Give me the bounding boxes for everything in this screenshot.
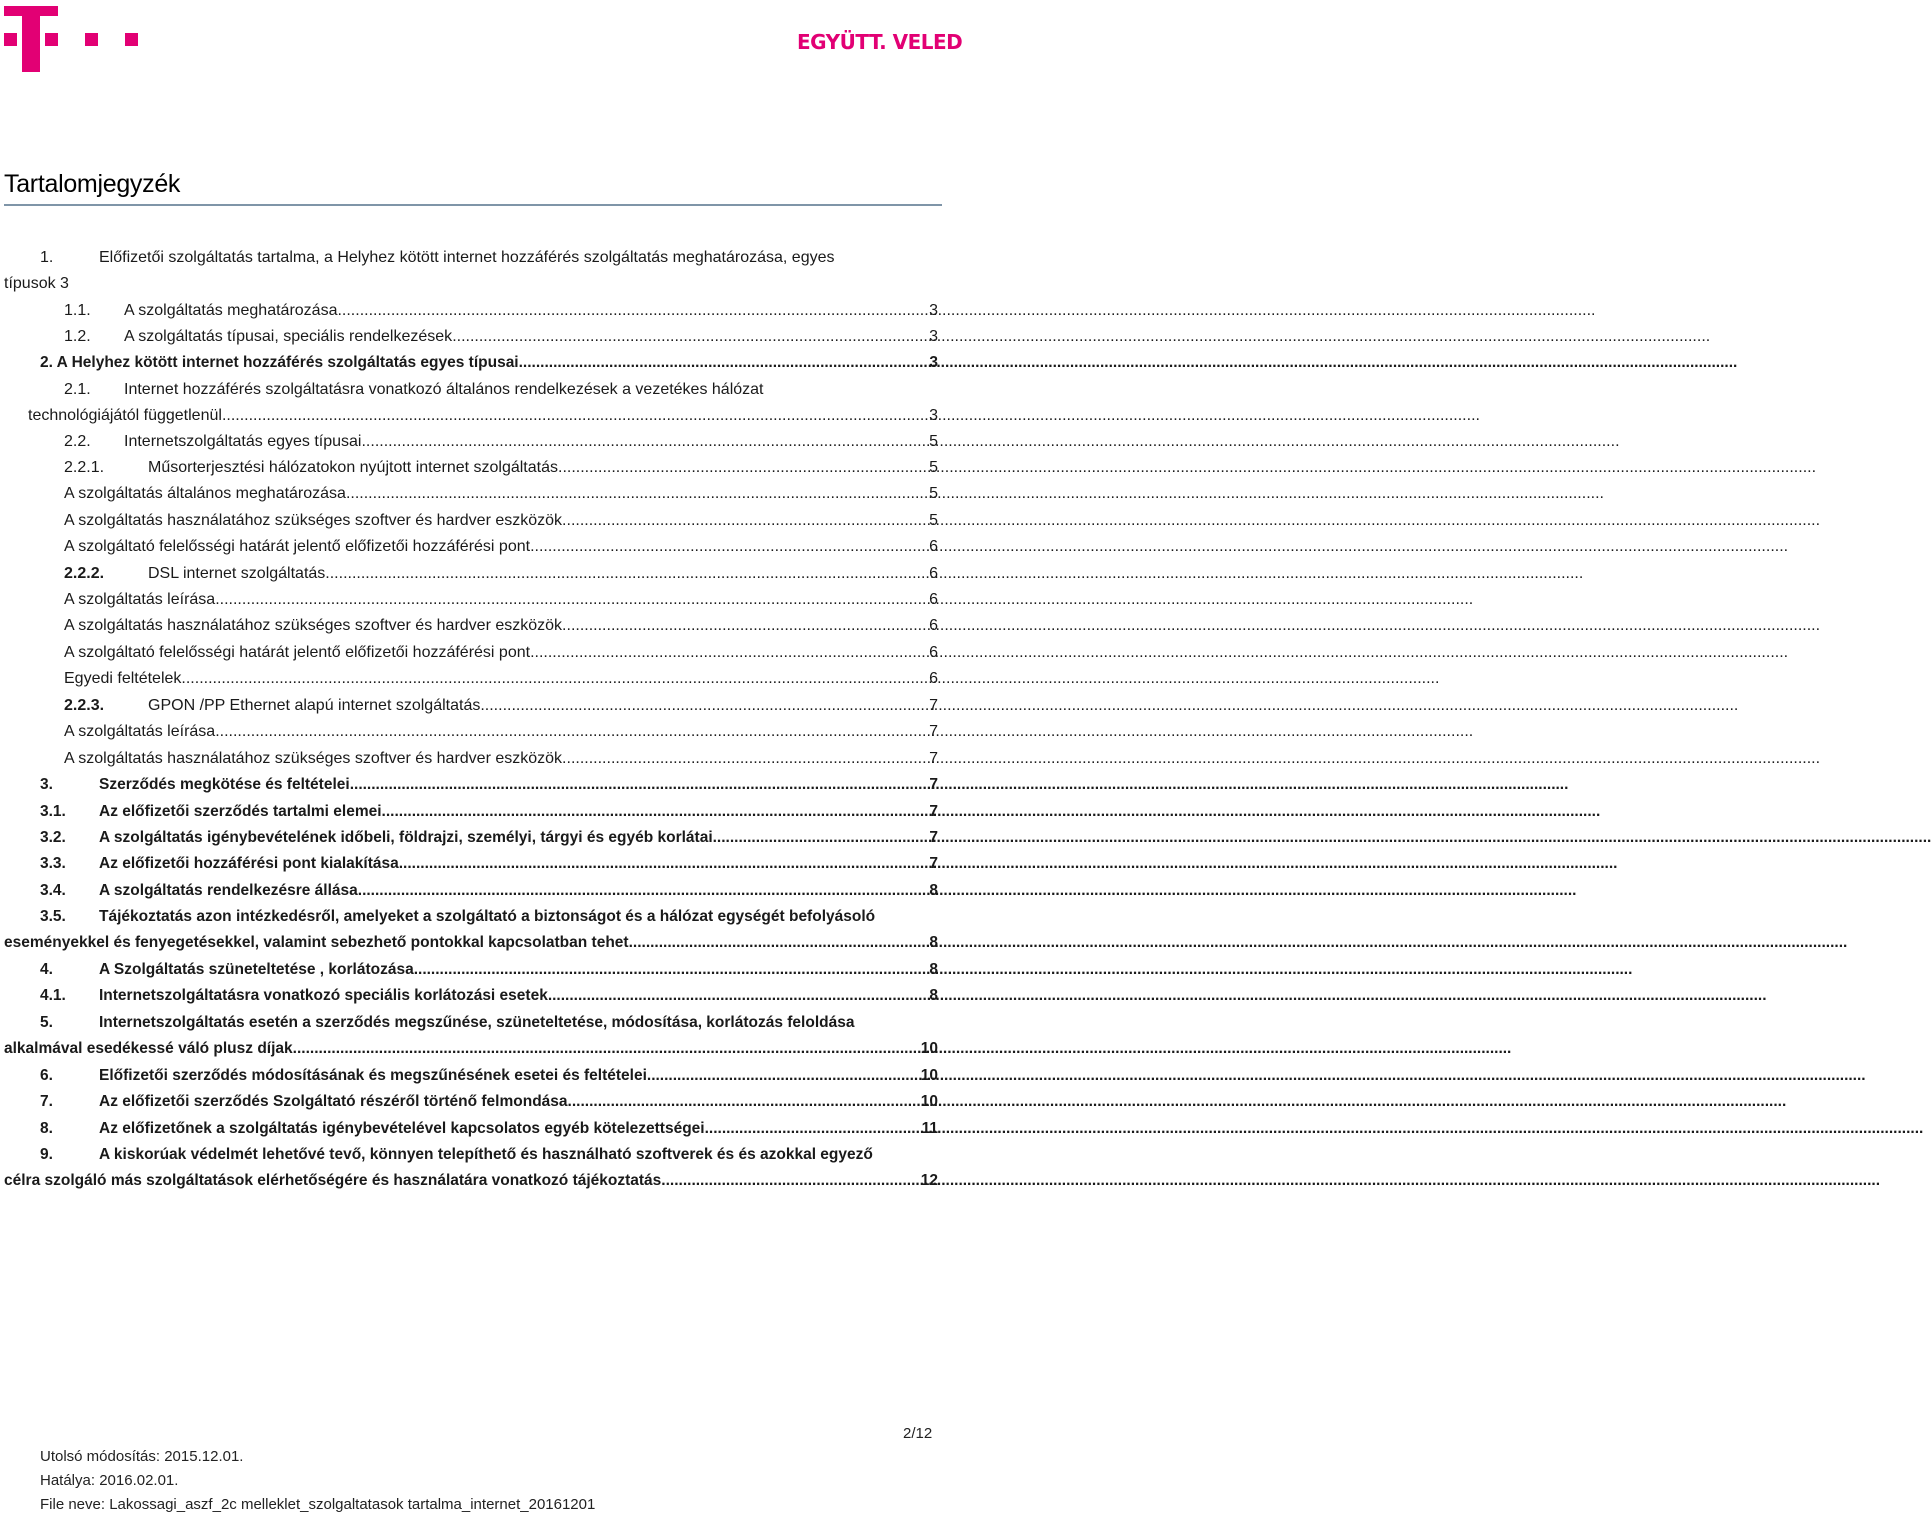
toc-leader-dots <box>558 456 925 480</box>
toc-leader-dots <box>215 588 925 612</box>
toc-page-number: 11 <box>921 1120 938 1137</box>
toc-page-number: 5 <box>929 433 938 450</box>
toc-leader-dots <box>647 1064 917 1088</box>
toc-entry-number: 3. <box>40 776 53 793</box>
toc-entry-number: 2.1. <box>64 381 91 398</box>
toc-entry-text: Internetszolgáltatás egyes típusai <box>124 433 362 450</box>
toc-entry-number: 3.5. <box>40 908 66 925</box>
toc-page-number: 5 <box>929 512 938 529</box>
toc-entry-text: alkalmával esedékessé váló plusz díjak <box>4 1040 293 1057</box>
toc-leader-dots <box>414 958 926 982</box>
toc-entry[interactable] <box>64 509 938 533</box>
toc-entry-number: 2.2.1. <box>64 459 105 476</box>
toc-entry-text: Internetszolgáltatásra vonatkozó speciális korlátozási esetek <box>99 987 548 1004</box>
toc-entry[interactable] <box>40 800 938 824</box>
footer-effective-date: Hatálya: 2016.02.01. <box>40 1472 179 1489</box>
toc-entry-text: Egyedi feltételek <box>64 670 182 687</box>
toc-entry-number: 2.2. <box>64 433 91 450</box>
toc-entry-number: 8. <box>40 1120 53 1137</box>
toc-page-number: 7 <box>929 776 938 793</box>
toc-page-number: 8 <box>929 882 938 899</box>
toc-page-number: 3 <box>929 302 938 319</box>
toc-entry[interactable] <box>64 299 938 323</box>
toc-page-number: 3 <box>929 354 938 371</box>
toc-entry-text: 2. A Helyhez kötött internet hozzáférés szolgáltatás egyes típusai <box>40 354 519 371</box>
toc-entry-number: 5. <box>40 1014 53 1031</box>
toc-entry-text[interactable]: A kiskorúak védelmét lehetővé tevő, könnyen telepíthető és használható szoftverek és és azokkal egyező <box>99 1146 873 1163</box>
toc-page-number: 6 <box>929 617 938 634</box>
toc-page-number: 10 <box>920 1040 938 1057</box>
toc-entry-text: A szolgáltatás leírása <box>64 723 216 740</box>
toc-entry-text: A szolgáltatás használatához szükséges szoftver és hardver eszközök <box>64 512 563 529</box>
toc-entry-text: A szolgáltatás leírása <box>64 591 216 608</box>
toc-leader-dots <box>568 1090 917 1114</box>
toc-entry[interactable] <box>40 351 938 375</box>
toc-leader-dots <box>452 325 925 349</box>
toc-entry-text: Az előfizetői szerződés Szolgáltató részéről történő felmondása <box>99 1093 568 1110</box>
toc-leader-dots <box>562 614 925 638</box>
toc-page-number: 12 <box>920 1172 938 1189</box>
toc-leader-dots <box>293 1037 917 1061</box>
toc-entry-number: 2.2.3. <box>64 697 105 714</box>
toc-page-number: 6 <box>929 644 938 661</box>
toc-entry-text: Műsorterjesztési hálózatokon nyújtott internet szolgáltatás <box>148 459 558 476</box>
toc-leader-dots <box>350 773 926 797</box>
toc-entry-text: A szolgáltatás általános meghatározása <box>64 485 346 502</box>
toc-entry-text: eseményekkel és fenyegetésekkel, valamint sebezhető pontokkal kapcsolatban tehet <box>4 934 629 951</box>
toc-entry-text: GPON /PP Ethernet alapú internet szolgáltatás <box>148 697 481 714</box>
toc-entry-text: A szolgáltatás típusai, speciális rendelkezések <box>124 328 453 345</box>
toc-entry[interactable] <box>40 852 938 876</box>
toc-leader-dots <box>346 482 925 506</box>
toc-entry[interactable] <box>64 562 938 586</box>
toc-page-number: 8 <box>929 987 938 1004</box>
toc-entry[interactable] <box>64 747 938 771</box>
toc-leader-dots <box>519 351 926 375</box>
footer-modified-date: Utolsó módosítás: 2015.12.01. <box>40 1448 244 1465</box>
toc-page-number: 7 <box>929 855 938 872</box>
toc-page-number: 6 <box>929 538 938 555</box>
toc-entry[interactable] <box>64 694 938 718</box>
toc-leader-dots <box>530 641 925 665</box>
toc-entry-text: A Szolgáltatás szüneteltetése , korlátozása <box>99 961 414 978</box>
toc-leader-dots <box>325 562 925 586</box>
toc-page-number: 10 <box>920 1093 938 1110</box>
toc-leader-dots <box>399 852 926 876</box>
toc-entry-text: A szolgáltatás használatához szükséges szoftver és hardver eszközök <box>64 750 563 767</box>
toc-entry-1-line2[interactable]: típusok 3 <box>4 275 69 292</box>
toc-title: Tartalomjegyzék <box>4 170 181 198</box>
toc-leader-dots <box>358 879 926 903</box>
toc-entry-text: A szolgáltató felelősségi határát jelentő előfizetői hozzáférési pont <box>64 538 531 555</box>
toc-page-number: 6 <box>929 565 938 582</box>
toc-leader-dots <box>337 299 925 323</box>
toc-page-number: 7 <box>929 697 938 714</box>
toc-entry[interactable] <box>64 614 938 638</box>
toc-entry-number: 1. <box>40 249 54 266</box>
toc-page-number: 7 <box>929 723 938 740</box>
toc-entry[interactable] <box>28 404 938 428</box>
toc-leader-dots <box>629 931 926 955</box>
brand-slogan: EGYÜTT. VELED <box>797 30 963 54</box>
toc-entry-text: A szolgáltatás használatához szükséges szoftver és hardver eszközök <box>64 617 563 634</box>
toc-page-number: 6 <box>929 670 938 687</box>
toc-entry-text[interactable]: Internetszolgáltatás esetén a szerződés megszűnése, szüneteltetése, módosítása, korlátozás feloldása <box>99 1014 855 1031</box>
toc-entry[interactable] <box>64 456 938 480</box>
toc-leader-dots <box>661 1169 916 1193</box>
toc-leader-dots <box>562 747 925 771</box>
toc-entry-text: Az előfizetőnek a szolgáltatás igénybevételével kapcsolatos egyéb kötelezettségei <box>99 1120 705 1137</box>
toc-entry-text: Előfizetői szerződés módosításának és megszűnésének esetei és feltételei <box>99 1067 647 1084</box>
toc-page-number: 8 <box>929 934 938 951</box>
toc-entry[interactable] <box>64 482 938 506</box>
toc-entry-text[interactable]: Tájékoztatás azon intézkedésről, amelyeket a szolgáltató a biztonságot és a hálózat egységét befolyásoló <box>99 908 876 925</box>
toc-entry-text[interactable]: Internet hozzáférés szolgáltatásra vonatkozó általános rendelkezések a vezetékes hálózat <box>124 381 764 398</box>
toc-entry-text: Az előfizetői hozzáférési pont kialakítása <box>99 855 399 872</box>
toc-entry[interactable] <box>40 773 938 797</box>
toc-entry-number: 4. <box>40 961 53 978</box>
toc-entry[interactable] <box>40 1064 938 1088</box>
toc-entry[interactable] <box>40 1117 938 1141</box>
toc-entry[interactable] <box>64 720 938 744</box>
toc-entry-1-line1[interactable]: Előfizetői szolgáltatás tartalma, a Helyhez kötött internet hozzáférés szolgáltatás meghatározása, egyes <box>99 249 835 266</box>
toc-entry-number: 4.1. <box>40 987 66 1004</box>
toc-leader-dots <box>480 694 925 718</box>
toc-entry-text: Az előfizetői szerződés tartalmi elemei <box>99 803 382 820</box>
toc-entry[interactable] <box>40 826 938 850</box>
toc-page-number: 3 <box>929 407 938 424</box>
toc-entry-number: 3.4. <box>40 882 66 899</box>
toc-entry[interactable] <box>40 958 938 982</box>
toc-entry-number: 7. <box>40 1093 53 1110</box>
toc-entry-text: célra szolgáló más szolgáltatások elérhetőségére és használatára vonatkozó tájékoztatás <box>4 1172 662 1189</box>
toc-page-number: 5 <box>929 485 938 502</box>
toc-page-number: 7 <box>929 829 938 846</box>
toc-leader-dots <box>713 826 926 850</box>
toc-leader-dots <box>548 984 926 1008</box>
toc-page-number: 7 <box>929 750 938 767</box>
toc-entry[interactable] <box>4 931 938 955</box>
toc-entry[interactable] <box>40 984 938 1008</box>
toc-entry-number: 9. <box>40 1146 53 1163</box>
toc-leader-dots <box>562 509 925 533</box>
toc-entry-text: Szerződés megkötése és feltételei <box>99 776 350 793</box>
toc-entry[interactable] <box>64 325 938 349</box>
toc-leader-dots <box>530 535 925 559</box>
toc-leader-dots <box>361 430 925 454</box>
toc-entry[interactable] <box>64 535 938 559</box>
toc-entry-number: 6. <box>40 1067 53 1084</box>
toc-leader-dots <box>215 720 925 744</box>
toc-entry[interactable] <box>64 641 938 665</box>
toc-leader-dots <box>222 404 925 428</box>
toc-entry[interactable] <box>64 667 938 691</box>
toc-entry[interactable] <box>4 1037 938 1061</box>
toc-entry-number: 2.2.2. <box>64 565 105 582</box>
toc-leader-dots <box>705 1117 918 1141</box>
toc-entry[interactable] <box>64 430 938 454</box>
toc-page-number: 5 <box>929 459 938 476</box>
toc-entry-text: A szolgáltató felelősségi határát jelentő előfizetői hozzáférési pont <box>64 644 531 661</box>
toc-page-number: 8 <box>929 961 938 978</box>
toc-entry-text: A szolgáltatás rendelkezésre állása <box>99 882 358 899</box>
table-of-contents <box>0 0 963 1200</box>
toc-entry-number: 3.2. <box>40 829 66 846</box>
toc-entry-text: technológiájától függetlenül <box>28 407 222 424</box>
toc-entry-text: A szolgáltatás igénybevételének időbeli, földrajzi, személyi, tárgyi és egyéb korlátai <box>99 829 713 846</box>
footer-filename: File neve: Lakossagi_aszf_2c melleklet_szolgaltatasok tartalma_internet_20161201 <box>40 1496 596 1513</box>
toc-leader-dots <box>382 800 926 824</box>
toc-entry[interactable] <box>40 1090 938 1114</box>
toc-entry-text: A szolgáltatás meghatározása <box>124 302 338 319</box>
toc-entry[interactable] <box>64 588 938 612</box>
toc-entry-text: DSL internet szolgáltatás <box>148 565 326 582</box>
toc-entry[interactable] <box>4 1169 938 1193</box>
toc-entry-number: 3.1. <box>40 803 66 820</box>
toc-page-number: 3 <box>929 328 938 345</box>
toc-entry-number: 1.1. <box>64 302 91 319</box>
toc-page-number: 7 <box>929 803 938 820</box>
toc-entry-number: 3.3. <box>40 855 66 872</box>
toc-entry[interactable] <box>40 879 938 903</box>
toc-entry-number: 1.2. <box>64 328 91 345</box>
toc-page-number: 10 <box>920 1067 938 1084</box>
page-indicator: 2/12 <box>903 1425 933 1442</box>
toc-leader-dots <box>181 667 925 691</box>
toc-page-number: 6 <box>929 591 938 608</box>
